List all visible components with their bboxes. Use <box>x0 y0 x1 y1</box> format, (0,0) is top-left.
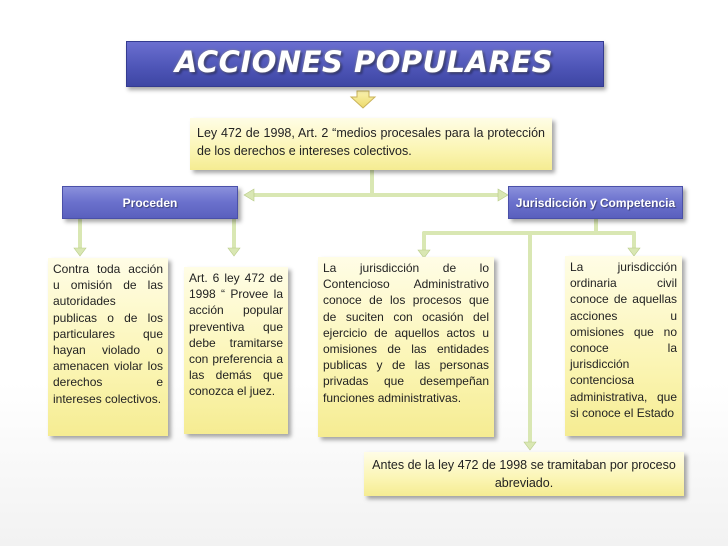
contencioso-text: La jurisdicción de lo Contencioso Administrativo conoce de los procesos que de suciten con ocasión del ejercicio de aquellos actos u omisiones de las entidades publicas y de las personas privadas que desempeñan funciones administrativas. <box>323 261 489 405</box>
antes-text: Antes de la ley 472 de 1998 se tramitaban por proceso abreviado. <box>372 458 676 490</box>
contra-box <box>48 258 168 436</box>
arrowhead-right <box>498 189 508 201</box>
arrowhead-proceden-right <box>228 248 240 256</box>
art6-text: Art. 6 ley 472 de 1998 “ Provee la acción popular preventiva que debe tramitarse con preferencia a las demás que conozca el juez. <box>189 271 283 399</box>
arrowhead-left <box>244 189 254 201</box>
contra-text: Contra toda acción u omisión de las autoridades publicas o de los particulares que hayan violado o amenacen violar los derechos e intereses colectivos. <box>53 262 163 406</box>
arrowhead-ordinaria <box>628 248 640 256</box>
arrowhead-proceden-left <box>74 248 86 256</box>
jurisdiccion-label: Jurisdicción y Competencia <box>515 195 676 210</box>
diagram-title: ACCIONES POPULARES <box>174 45 554 79</box>
arrowhead-antes <box>524 442 536 450</box>
proceden-branch <box>62 186 238 219</box>
title-down-arrow <box>351 91 375 108</box>
law-definition-text: Ley 472 de 1998, Art. 2 “medios procesales para la protección de los derechos e intereses colectivos. <box>197 126 545 158</box>
art6-box <box>184 267 288 434</box>
contencioso-box <box>318 257 494 437</box>
jurisdiccion-branch <box>508 186 683 219</box>
proceden-label: Proceden <box>122 195 178 210</box>
antes-box <box>364 452 684 496</box>
law-definition-box <box>190 118 552 170</box>
ordinaria-box <box>565 256 682 436</box>
ordinaria-text: La jurisdicción ordinaria civil conoce de aquellas acciones u omisiones que no conoce la jurisdicción contenciosa administrativa, que si conoce el Estado <box>570 260 677 420</box>
